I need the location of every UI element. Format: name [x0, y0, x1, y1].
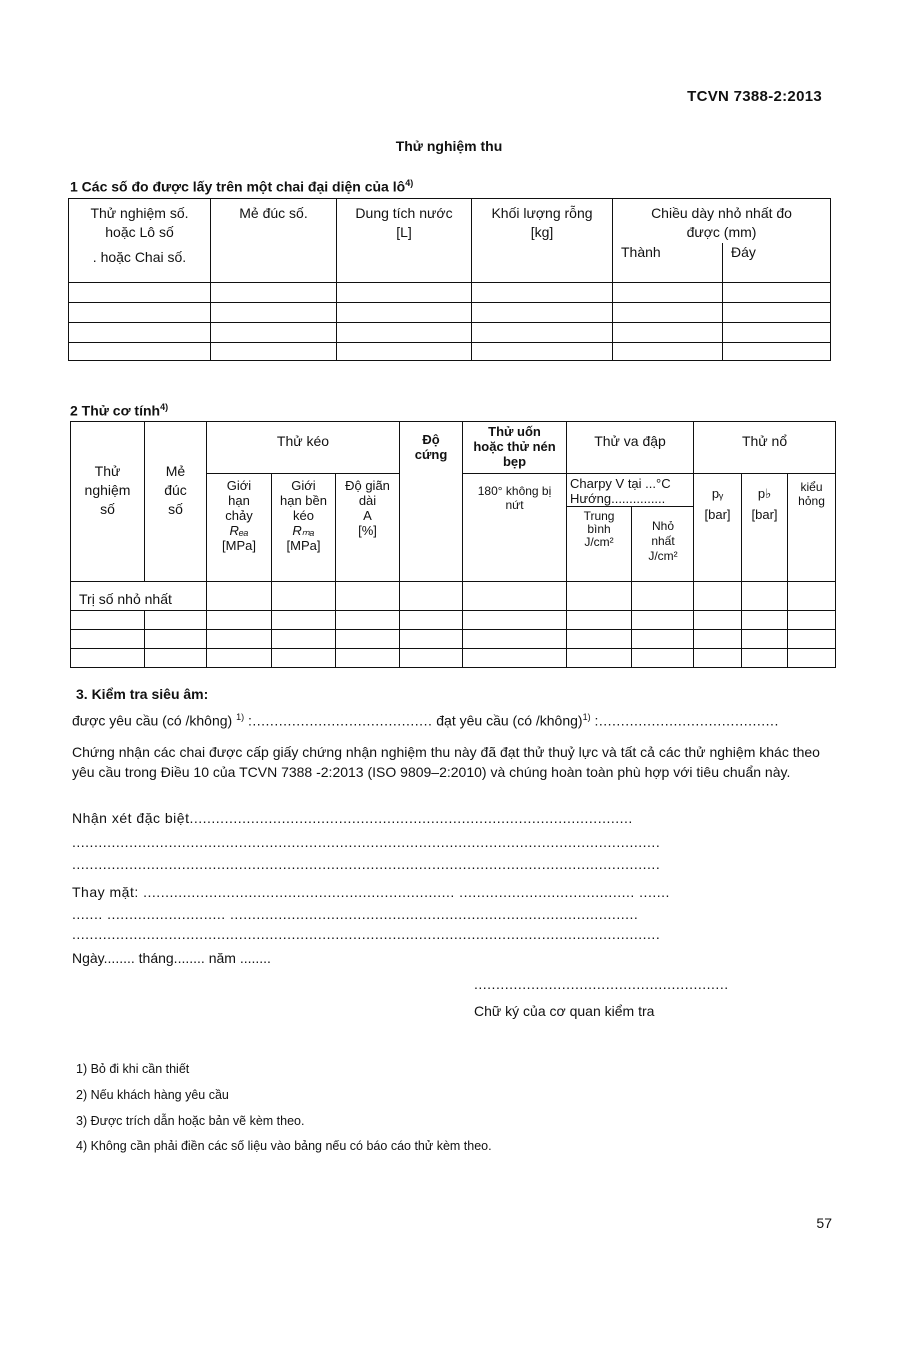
col-water-capacity: Dung tích nước [L]: [337, 199, 472, 283]
dotted-line: ....... ........................... .............................................................................................: [72, 906, 639, 922]
col-py: pᵧ [bar]: [694, 474, 742, 582]
footnote-2: 2) Nếu khách hàng yêu cầu: [76, 1088, 229, 1102]
burst-test-header: Thử nổ: [694, 422, 836, 474]
table-row: [69, 323, 831, 343]
col-bend-result: 180° không bị nứt: [463, 474, 567, 582]
col-strength: Giới hạn bền kéo Rₘₐ [MPa]: [272, 474, 336, 582]
impact-test-header: Thử va đập: [567, 422, 694, 474]
col-base: Đáy: [731, 244, 756, 260]
min-value-row: [71, 582, 836, 611]
page-title: Thử nghiệm thu: [395, 138, 503, 154]
special-remarks: Nhận xét đặc biệt.....................................................................................................: [72, 810, 633, 826]
col-impact-minimum: Nhỏ nhất J/cm²: [632, 506, 694, 582]
section3-heading: 3. Kiểm tra siêu âm:: [76, 686, 209, 702]
col-hardness: Độ cứng: [400, 422, 463, 582]
col-failure-mode: kiểu hỏng: [788, 474, 836, 582]
col-batch-number: Mẻ đúc số.: [211, 199, 337, 283]
col-impact-average: Trung bình J/cm²: [567, 506, 632, 582]
ultrasonic-line: được yêu cầu (có /không) $^{1)}$ :......................................... đạt yêu cầu (có /không)$^{1)}$ :.........................................: [72, 712, 779, 729]
bend-test-header: Thử uốn hoặc thử nén bẹp: [463, 422, 567, 474]
min-value-label: Trị số nhỏ nhất: [71, 582, 207, 611]
tensile-test-header: Thử kéo: [207, 422, 400, 474]
footnote-3: 3) Được trích dẫn hoặc bản vẽ kèm theo.: [76, 1114, 305, 1128]
signature-label: Chữ ký của cơ quan kiểm tra: [474, 1003, 655, 1019]
signature-dots: ..........................................................: [474, 976, 729, 992]
certification-text: Chứng nhận các chai được cấp giấy chứng nhận nghiệm thu này đã đạt thử thuỷ lực và tất cả các thử nghiệm khác theo yêu cầu trong Điều 10 của TCVN 7388 -2:2013 (ISO 9809–2:2010) và chúng hoàn toàn phù hợp với tiêu chuẩn này.: [72, 744, 820, 780]
measurement-table: [68, 198, 831, 361]
col-pb: p♭ [bar]: [742, 474, 788, 582]
col-test-no: Thử nghiệm số: [71, 422, 145, 582]
dotted-line: ......................................................................................................................................: [72, 926, 661, 942]
on-behalf-line: Thay mặt: ....................................................................... ........................................ .......: [72, 884, 670, 900]
col-empty-mass: Khối lượng rỗng [kg]: [472, 199, 613, 283]
col-batch-no: Mẻ đúc số: [145, 422, 207, 582]
date-line: Ngày........ tháng........ năm ........: [72, 950, 271, 966]
section1-heading: 1 Các số đo được lấy trên một chai đại diện của $lô^{4)}$: [70, 178, 414, 195]
page-number: 57: [816, 1215, 832, 1231]
col-yield: Giới hạn chảy Rₑₐ [MPa]: [207, 474, 272, 582]
table-row: [69, 283, 831, 303]
table-row: [69, 303, 831, 323]
dotted-line: ......................................................................................................................................: [72, 834, 661, 850]
col-elongation: Độ giãn dài A [%]: [336, 474, 400, 582]
dotted-line: ......................................................................................................................................: [72, 856, 661, 872]
footnote-1: 1) Bỏ đi khi cần thiết: [76, 1062, 190, 1076]
table-row: [71, 630, 836, 649]
col-test-number: Thử nghiệm số. hoặc Lô số . hoặc Chai số.: [69, 199, 211, 283]
mechanical-test-table: [70, 421, 836, 668]
col-wall: Thành: [613, 243, 723, 283]
charpy-cell: Charpy V tại ...°C Hướng............... Trung bình J/cm² Nhỏ nhất J/cm²: [567, 474, 694, 582]
table-row: [71, 611, 836, 630]
table-row: [71, 649, 836, 668]
section2-heading: 2 Thử cơ tính$^{4)}$: [70, 402, 169, 419]
footnote-4: 4) Không cần phải điền các số liệu vào bảng nếu có báo cáo thử kèm theo.: [76, 1139, 492, 1153]
table-row: [69, 343, 831, 361]
col-min-thickness: Chiều dày nhỏ nhất đo được (mm) Thành Đáy: [613, 199, 831, 283]
document-id: TCVN 7388-2:2013: [687, 88, 822, 105]
